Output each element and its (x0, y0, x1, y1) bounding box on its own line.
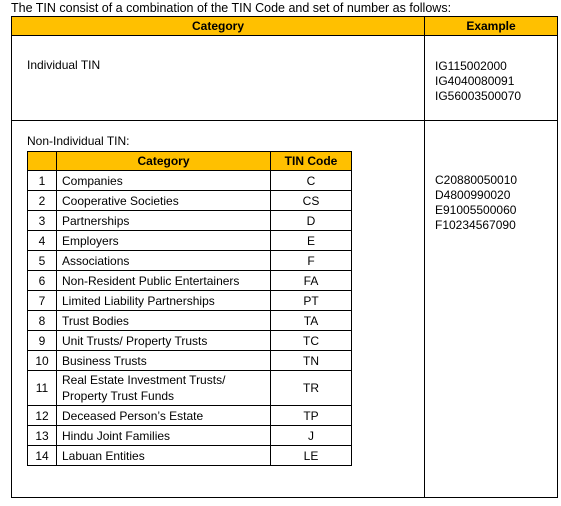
row-tin-code: TN (271, 351, 352, 371)
example-value: F10234567090 (435, 218, 516, 232)
row-tin-code: TP (271, 406, 352, 426)
row-number: 14 (28, 446, 57, 466)
row-tin-code: LE (271, 446, 352, 466)
row-category: Limited Liability Partnerships (57, 291, 271, 311)
intro-text: The TIN consist of a combination of the TIN Code and set of number as follows: (11, 1, 452, 15)
table-row (28, 311, 352, 331)
row-category-line: Property Trust Funds (62, 389, 175, 403)
example-value: E91005500060 (435, 203, 517, 217)
table-row (28, 446, 352, 466)
table-row (28, 351, 352, 371)
individual-examples (435, 59, 557, 104)
row-number: 7 (28, 291, 57, 311)
row-number: 8 (28, 311, 57, 331)
header-category: Category (12, 17, 425, 36)
table-row (28, 231, 352, 251)
row-category: Non-Resident Public Entertainers (57, 271, 271, 291)
individual-examples-cell (425, 36, 558, 121)
row-number: 13 (28, 426, 57, 446)
row-number: 9 (28, 331, 57, 351)
row-category: Cooperative Societies (57, 191, 271, 211)
tin-code-table (27, 151, 352, 466)
row-number: 12 (28, 406, 57, 426)
inner-header-category: Category (57, 152, 271, 171)
row-category: Hindu Joint Families (57, 426, 271, 446)
table-row (28, 371, 352, 406)
non-individual-examples (435, 173, 557, 233)
row-tin-code: TA (271, 311, 352, 331)
row-tin-code: FA (271, 271, 352, 291)
row-category: Employers (57, 231, 271, 251)
row-category (57, 371, 271, 406)
row-category: Companies (57, 171, 271, 191)
example-value: C20880050010 (435, 173, 518, 187)
row-number: 10 (28, 351, 57, 371)
row-category: Associations (57, 251, 271, 271)
inner-header-number (28, 152, 57, 171)
header-row (12, 17, 558, 36)
non-individual-examples-cell (425, 121, 558, 498)
table-row (28, 271, 352, 291)
row-tin-code: PT (271, 291, 352, 311)
table-row (28, 251, 352, 271)
row-number: 11 (28, 371, 57, 406)
row-category: Labuan Entities (57, 446, 271, 466)
inner-header-row (28, 152, 352, 171)
row-tin-code: D (271, 211, 352, 231)
row-tin-code: C (271, 171, 352, 191)
row-category: Unit Trusts/ Property Trusts (57, 331, 271, 351)
table-row (28, 406, 352, 426)
non-individual-row (12, 121, 558, 498)
row-number: 2 (28, 191, 57, 211)
table-row (28, 171, 352, 191)
row-category: Partnerships (57, 211, 271, 231)
tin-table (11, 16, 558, 498)
example-value: IG4040080091 (435, 74, 515, 88)
row-tin-code: CS (271, 191, 352, 211)
table-row (28, 291, 352, 311)
example-value: IG115002000 (435, 59, 507, 73)
row-tin-code: J (271, 426, 352, 446)
row-number: 3 (28, 211, 57, 231)
row-category: Trust Bodies (57, 311, 271, 331)
table-row (28, 426, 352, 446)
row-category: Business Trusts (57, 351, 271, 371)
table-row (28, 191, 352, 211)
individual-cell (12, 36, 425, 121)
row-category: Deceased Person’s Estate (57, 406, 271, 426)
non-individual-cell (12, 121, 425, 498)
row-number: 6 (28, 271, 57, 291)
non-individual-label: Non-Individual TIN: (27, 134, 130, 148)
table-row (28, 211, 352, 231)
row-number: 1 (28, 171, 57, 191)
individual-row (12, 36, 558, 121)
row-category-line: Real Estate Investment Trusts/ (62, 373, 226, 387)
example-value: D4800990020 (435, 188, 511, 202)
row-tin-code: E (271, 231, 352, 251)
example-value: IG56003500070 (435, 89, 522, 103)
row-number: 4 (28, 231, 57, 251)
row-tin-code: F (271, 251, 352, 271)
row-tin-code: TR (271, 371, 352, 406)
row-tin-code: TC (271, 331, 352, 351)
individual-label: Individual TIN (27, 58, 101, 72)
table-row (28, 331, 352, 351)
row-number: 5 (28, 251, 57, 271)
inner-header-tin-code: TIN Code (271, 152, 352, 171)
header-example: Example (425, 17, 558, 36)
